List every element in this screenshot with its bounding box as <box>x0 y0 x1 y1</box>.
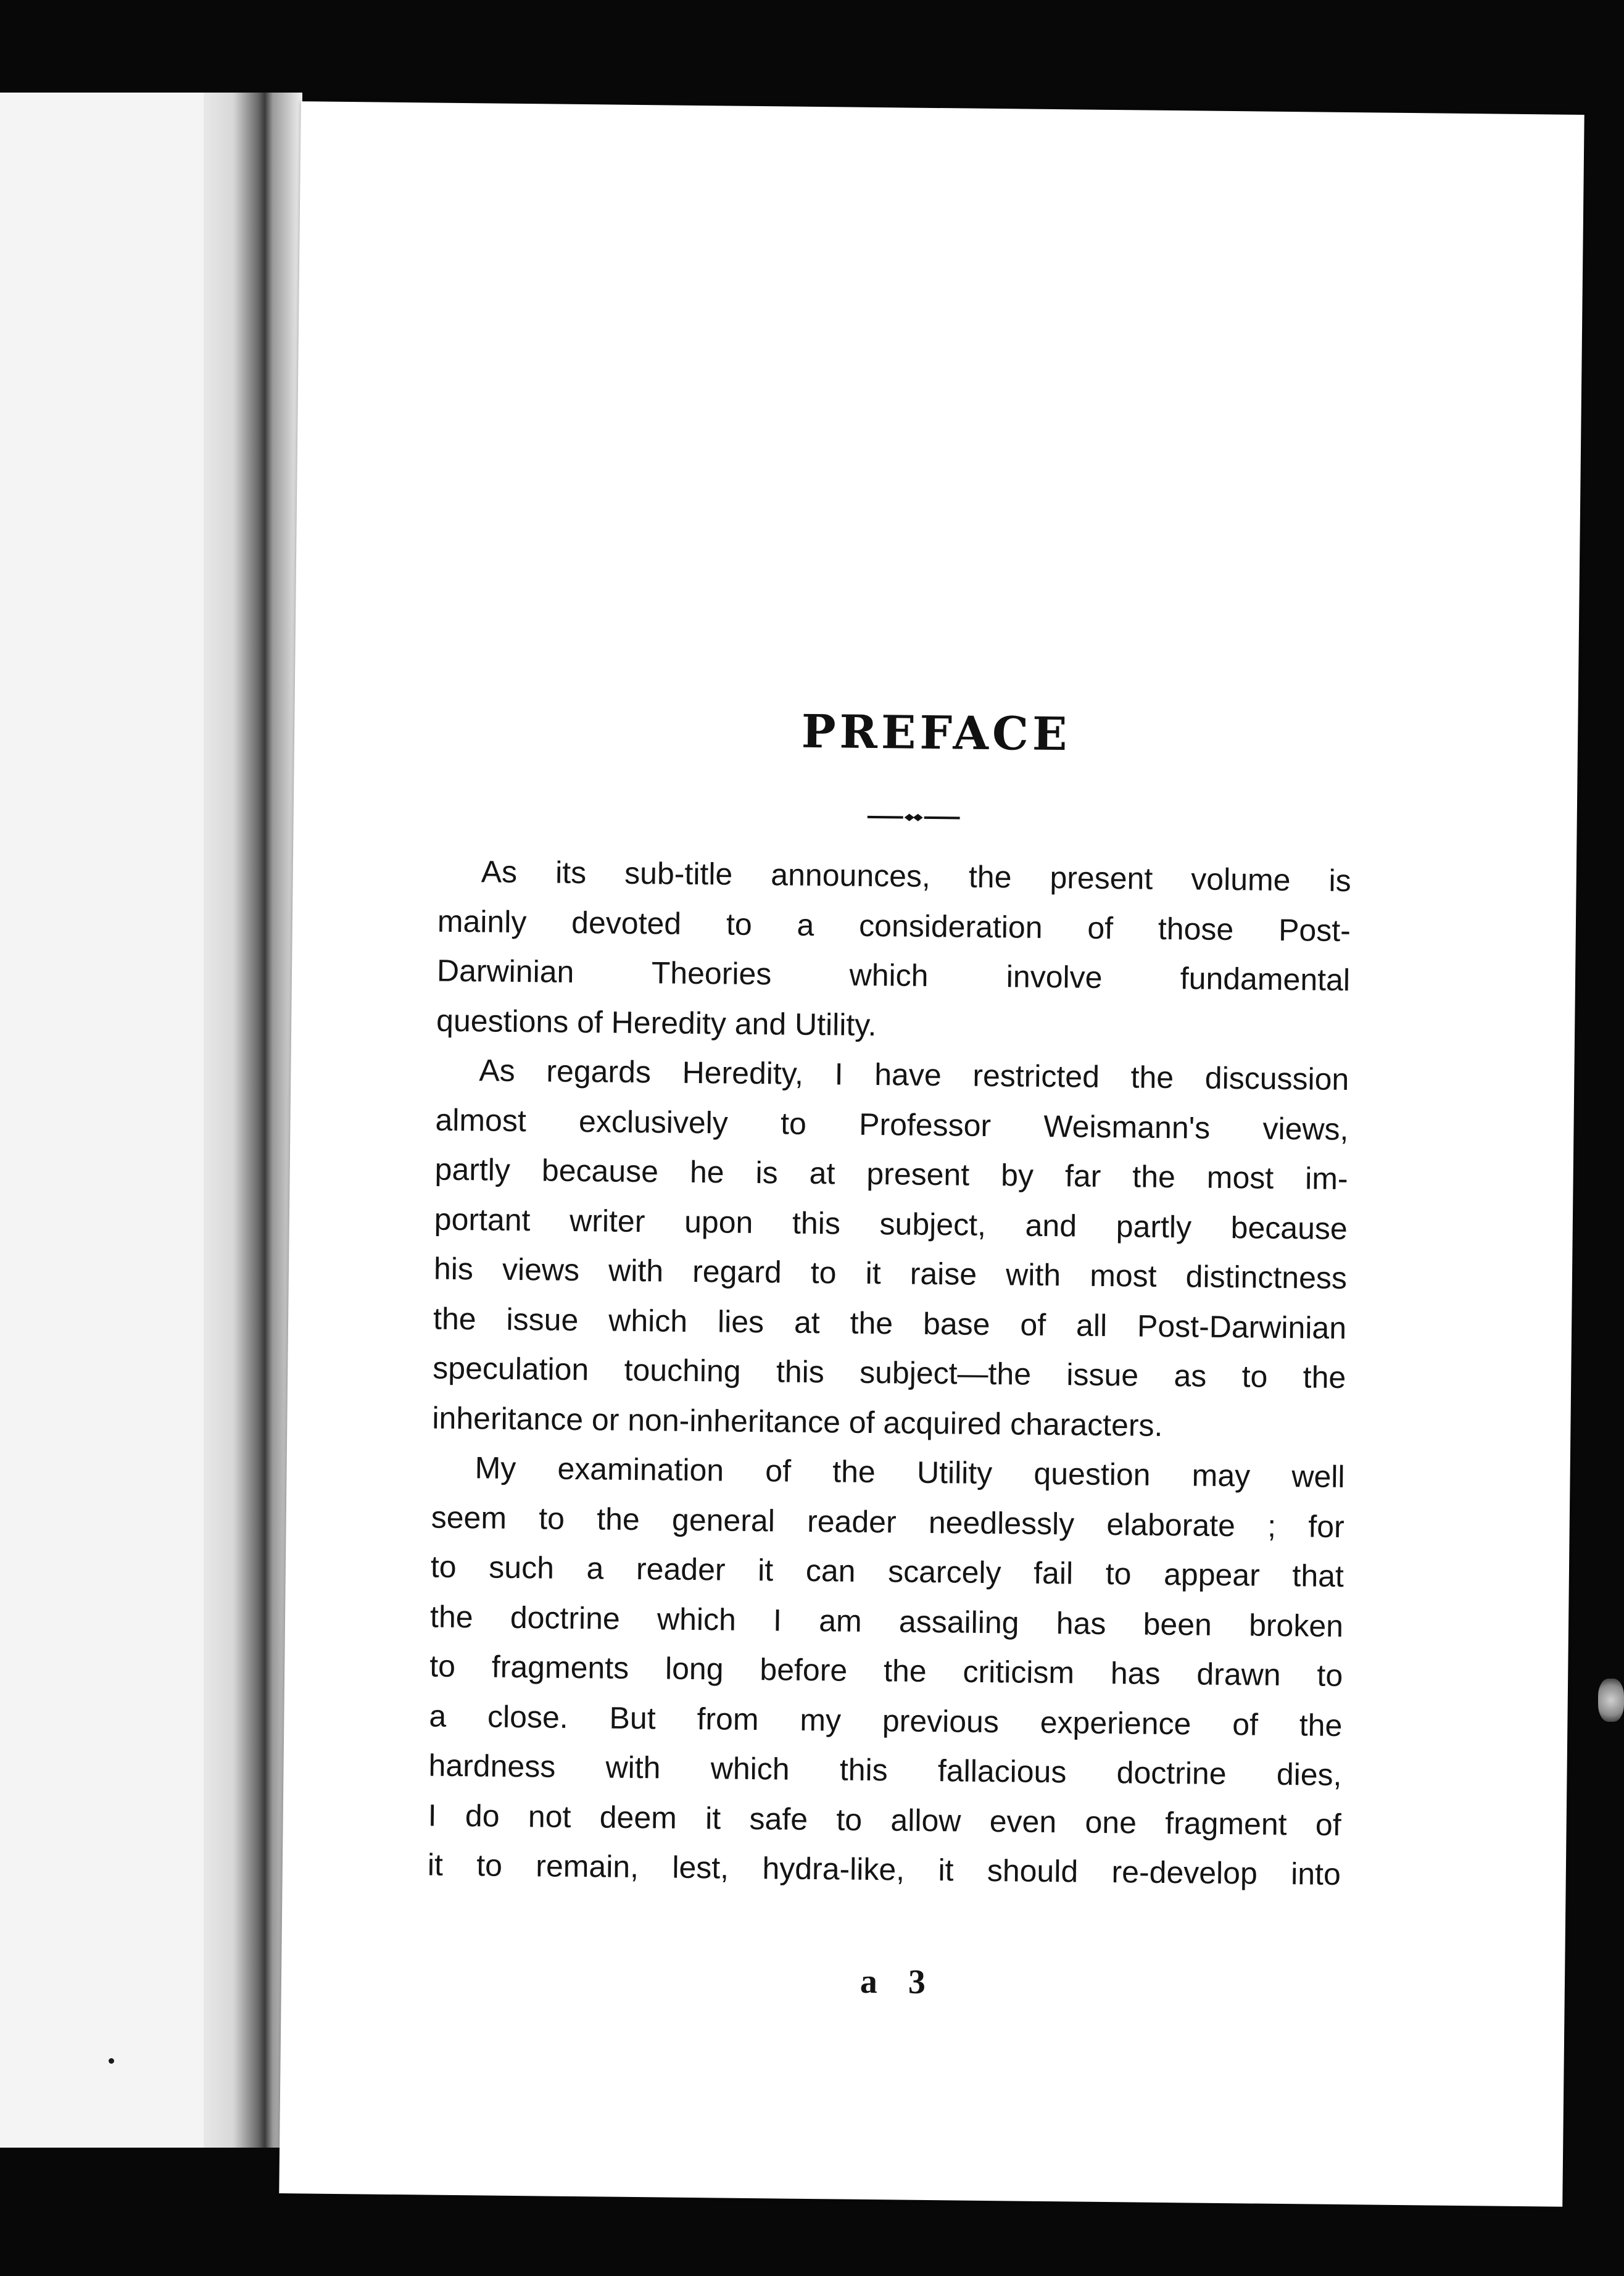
page-number: a 3 <box>860 1962 937 2002</box>
preface-text <box>427 847 1351 1900</box>
text-line: Darwinian Theories which involve fundamental <box>436 953 1351 998</box>
text-line: As its sub-title announces, the present volume is <box>481 854 1351 899</box>
text-line: his views with regard to it raise with most distinctness <box>433 1251 1348 1296</box>
text-line: I do not deem it safe to allow even one fragment of <box>428 1798 1341 1842</box>
page <box>279 101 1584 2207</box>
text-line: mainly devoted to a consideration of those Post- <box>437 903 1351 948</box>
text-line: the doctrine which I am assailing has been broken <box>429 1599 1344 1643</box>
text-line: to such a reader it can scarcely fail to appear that <box>430 1549 1344 1594</box>
text-line: a close. But from my previous experience of the <box>429 1698 1343 1743</box>
text-line: inheritance or non-inheritance of acquired characters. <box>432 1400 1163 1443</box>
text-line: portant writer upon this subject, and partly because <box>434 1202 1348 1246</box>
text-line: speculation touching this subject—the issue as to the <box>433 1350 1346 1395</box>
text-line: to fragments long before the criticism has drawn to <box>429 1648 1343 1693</box>
text-line: hardness with which this fallacious doctrine dies, <box>428 1748 1342 1793</box>
text-line: questions of Heredity and Utility. <box>436 1003 877 1042</box>
text-line: partly because he is at present by far the most im- <box>434 1152 1348 1197</box>
text-line: the issue which lies at the base of all Post-Darwinian <box>433 1301 1347 1345</box>
speck <box>109 2058 114 2064</box>
text-line: it to remain, lest, hydra-like, it should re-develop into <box>427 1847 1341 1892</box>
text-line: My examination of the Utility question may well <box>474 1450 1345 1495</box>
ornament-divider-icon <box>868 808 960 828</box>
text-line: As regards Heredity, I have restricted the discussion <box>479 1053 1349 1097</box>
page-title: PREFACE <box>801 705 1071 762</box>
text-line: seem to the general reader needlessly elaborate ; for <box>431 1500 1345 1544</box>
text-line: almost exclusively to Professor Weismann's views, <box>435 1102 1349 1147</box>
page-edge-mark <box>1598 1679 1624 1722</box>
facing-page <box>0 93 216 2148</box>
